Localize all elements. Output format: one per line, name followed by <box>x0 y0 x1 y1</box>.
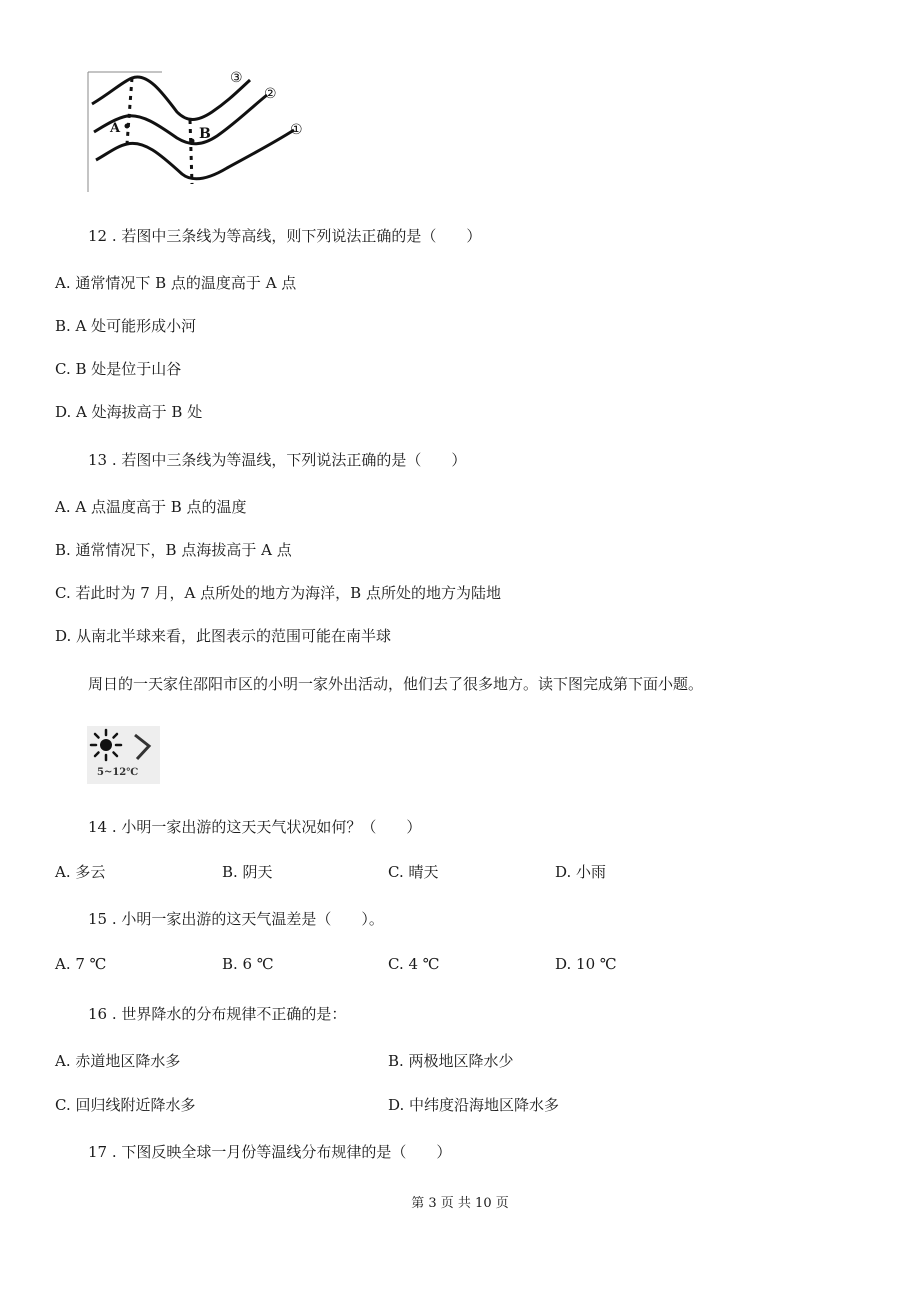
isoline-1 <box>96 130 294 179</box>
isoline-figure <box>82 62 312 197</box>
point-a-label: A <box>110 121 121 136</box>
q16-option-c: C. 回归线附近降水多 <box>55 1096 196 1114</box>
q12-option-b: B. A 处可能形成小河 <box>55 317 197 335</box>
q15-option-d: D. 10 ℃ <box>555 955 617 973</box>
q15-option-b: B. 6 ℃ <box>222 955 274 973</box>
line-label-1: ① <box>290 122 303 138</box>
q15-option-a: A. 7 ℃ <box>55 955 107 973</box>
q14-option-c: C. 晴天 <box>388 863 439 881</box>
point-b-marker <box>190 139 195 144</box>
q14-option-d: D. 小雨 <box>555 863 607 881</box>
q14-stem: 14 . 小明一家出游的这天天气状况如何？（ ） <box>88 818 422 836</box>
q14-option-a: A. 多云 <box>55 863 106 881</box>
q16-option-b: B. 两极地区降水少 <box>388 1052 514 1070</box>
isoline-3 <box>92 77 250 120</box>
wind-icon <box>131 732 157 762</box>
q12-option-c: C. B 处是位于山谷 <box>55 360 182 378</box>
q16-stem: 16 . 世界降水的分布规律不正确的是： <box>88 1005 347 1023</box>
q13-option-a: A. A 点温度高于 B 点的温度 <box>55 498 247 516</box>
line-label-3: ③ <box>230 70 243 86</box>
q15-option-c: C. 4 ℃ <box>388 955 440 973</box>
q16-option-d: D. 中纬度沿海地区降水多 <box>388 1096 560 1114</box>
q13-option-d: D. 从南北半球来看，此图表示的范围可能在南半球 <box>55 627 392 645</box>
page-footer: 第 3 页 共 10 页 <box>411 1196 509 1211</box>
q15-stem: 15 . 小明一家出游的这天气温差是（ ）。 <box>88 910 384 928</box>
q13-option-c: C. 若此时为 7 月，A 点所处的地方为海洋，B 点所处的地方为陆地 <box>55 584 501 602</box>
dashed-valley-line <box>190 120 192 184</box>
q13-stem: 13 . 若图中三条线为等温线，下列说法正确的是（ ） <box>88 451 467 469</box>
passage-intro: 周日的一天家住邵阳市区的小明一家外出活动，他们去了很多地方。读下图完成第下面小题。 <box>88 675 704 693</box>
point-a-marker <box>125 124 130 129</box>
q13-option-b: B. 通常情况下，B 点海拔高于 A 点 <box>55 541 292 559</box>
sun-icon <box>89 728 123 762</box>
dashed-ridge-line <box>127 78 132 144</box>
q16-option-a: A. 赤道地区降水多 <box>55 1052 181 1070</box>
q12-stem: 12 . 若图中三条线为等高线，则下列说法正确的是（ ） <box>88 227 482 245</box>
weather-temperature: 5~12℃ <box>97 767 139 778</box>
line-label-2: ② <box>264 86 277 102</box>
q12-option-d: D. A 处海拔高于 B 处 <box>55 403 203 421</box>
q14-option-b: B. 阴天 <box>222 863 273 881</box>
weather-figure <box>87 726 160 784</box>
q12-option-a: A. 通常情况下 B 点的温度高于 A 点 <box>55 274 297 292</box>
isoline-2 <box>94 95 267 144</box>
point-b-label: B <box>199 126 211 142</box>
q17-stem: 17 . 下图反映全球一月份等温线分布规律的是（ ） <box>88 1143 452 1161</box>
